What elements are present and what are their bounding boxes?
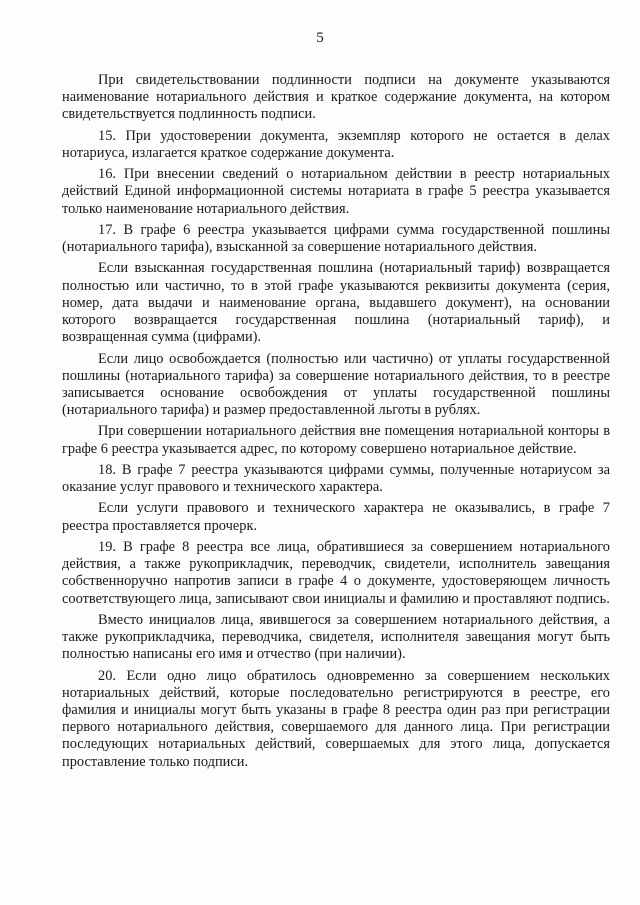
paragraph-18-dash: Если услуги правового и технического характера не оказывались, в графе 7 реестра проставляется прочерк. (62, 500, 610, 534)
paragraph-19-full-name: Вместо инициалов лица, явившегося за совершением нотариального действия, а также рукоприкладчика, переводчика, свидетеля, исполнителя завещания могут быть полностью написаны его имя и отчество (при наличии). (62, 611, 610, 663)
paragraph-19: 19. В графе 8 реестра все лица, обратившиеся за совершением нотариального действия, а также рукоприкладчик, переводчик, свидетели, исполнитель завещания собственноручно напротив записи в графе 4 о документе, удостоверяющем личность соответствующего лица, записывают свои инициалы и фамилию и проставляют подпись. (62, 538, 610, 607)
paragraph-signature-authenticity: При свидетельствовании подлинности подписи на документе указываются наименование нотариального действия и краткое содержание документа, на котором свидетельствуется подлинность подписи. (62, 72, 610, 123)
paragraph-17-refund: Если взысканная государственная пошлина (нотариальный тариф) возвращается полностью или частично, то в этой графе указываются реквизиты документа (серия, номер, дата выдачи и наименование органа, выдавшего документ), на основании которого возвращается государственная пошлина (нотариальный тариф), и возвращенная сумма (цифрами). (62, 260, 610, 346)
document-body (62, 72, 610, 771)
paragraph-20: 20. Если одно лицо обратилось одновременно за совершением нескольких нотариальных действий, которые последовательно регистрируются в реестре, его фамилия и инициалы могут быть указаны в графе 8 реестра один раз при регистрации первого нотариального действия, совершаемого для данного лица. При регистрации последующих нотариальных действий, совершаемых для этого лица, допускается проставление только подписи. (62, 667, 610, 770)
paragraph-17-address: При совершении нотариального действия вне помещения нотариальной конторы в графе 6 реестра указывается адрес, по которому совершено нотариальное действие. (62, 423, 610, 457)
paragraph-17-exemption: Если лицо освобождается (полностью или частично) от уплаты государственной пошлины (нотариального тарифа) за совершение нотариального действия, то в реестре записывается основание освобождения от уплаты государственной пошлины (нотариального тарифа) и размер предоставленной льготы в рублях. (62, 350, 610, 419)
paragraph-17: 17. В графе 6 реестра указывается цифрами сумма государственной пошлины (нотариального тарифа), взысканной за совершение нотариального действия. (62, 221, 610, 256)
paragraph-16: 16. При внесении сведений о нотариальном действии в реестр нотариальных действий Единой информационной системы нотариата в графе 5 реестра указывается только наименование нотариального действия. (62, 166, 610, 217)
paragraph-15: 15. При удостоверении документа, экземпляр которого не остается в делах нотариуса, излагается краткое содержание документа. (62, 127, 610, 161)
page-number: 5 (316, 30, 324, 46)
paragraph-18: 18. В графе 7 реестра указываются цифрами суммы, полученные нотариусом за оказание услуг правового и технического характера. (62, 461, 610, 496)
